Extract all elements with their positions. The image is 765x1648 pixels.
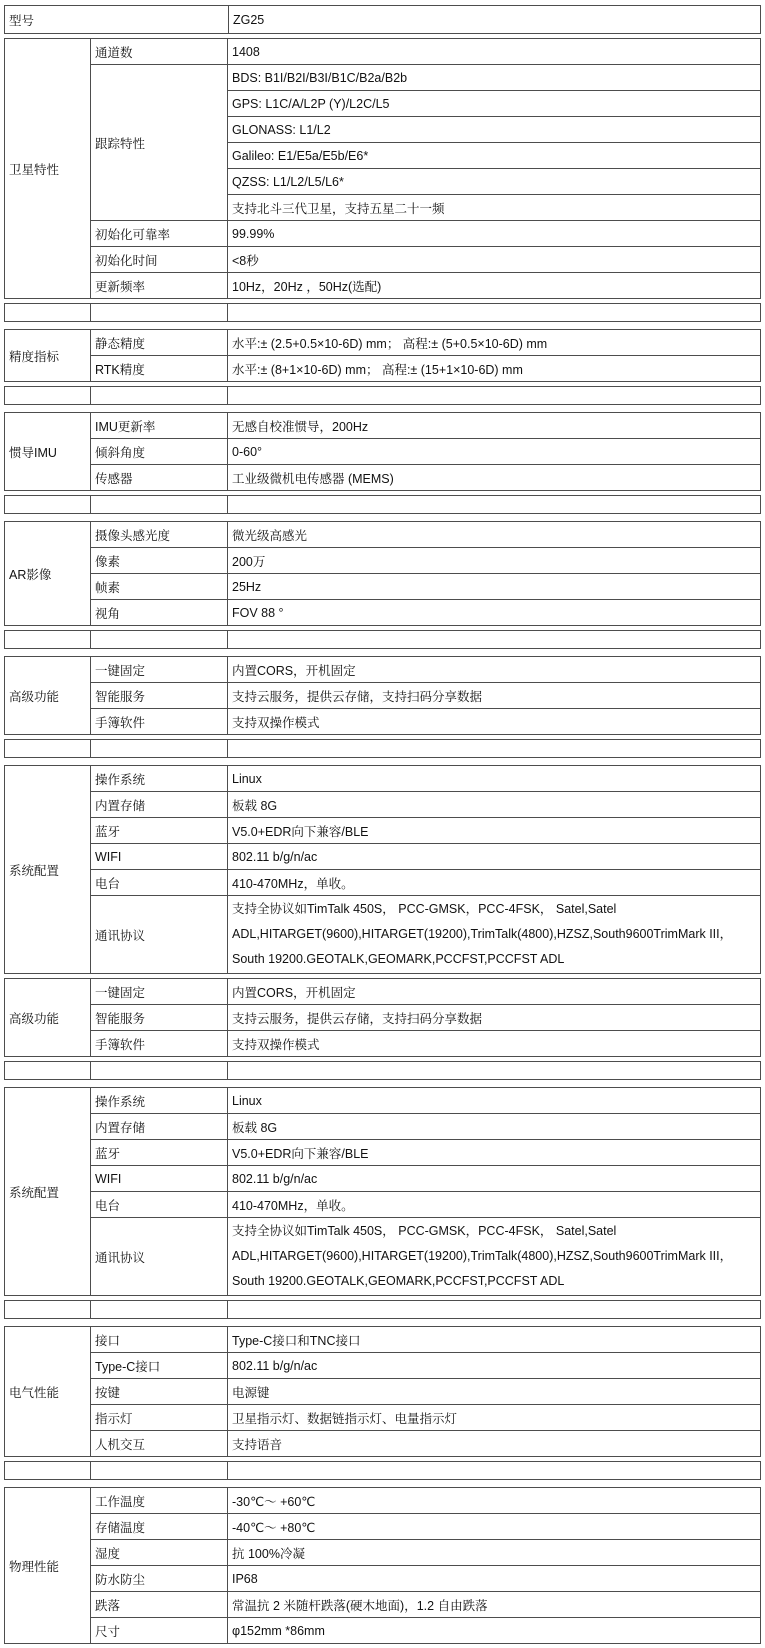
spec-value: 水平:± (2.5+0.5×10-6D) mm； 高程:± (5+0.5×10-6D) mm	[228, 330, 761, 356]
spec-label: 内置存储	[91, 1114, 228, 1140]
empty-cell	[5, 304, 91, 322]
empty-cell	[228, 631, 761, 649]
spacer-row	[5, 631, 761, 649]
table-row	[5, 1592, 761, 1618]
spec-label: 操作系统	[91, 766, 228, 792]
spec-label: 工作温度	[91, 1488, 228, 1514]
table-row	[5, 6, 761, 34]
category-cell: 电气性能	[5, 1327, 91, 1457]
category-cell: 高级功能	[5, 657, 91, 735]
table-row	[5, 844, 761, 870]
table-row	[5, 1140, 761, 1166]
empty-cell	[228, 740, 761, 758]
spec-label: 接口	[91, 1327, 228, 1353]
table-row	[5, 1618, 761, 1644]
spec-value: GPS: L1C/A/L2P (Y)/L2C/L5	[228, 91, 761, 117]
table-row	[5, 548, 761, 574]
spacer-table	[4, 1461, 761, 1480]
spec-value: BDS: B1I/B2I/B3I/B1C/B2a/B2b	[228, 65, 761, 91]
table-row	[5, 413, 761, 439]
table-row	[5, 870, 761, 896]
spec-value: 802.11 b/g/n/ac	[228, 844, 761, 870]
section-system-2	[4, 1087, 761, 1296]
spec-value: 10Hz，20Hz ，50Hz(选配)	[228, 273, 761, 299]
spec-value: 99.99%	[228, 221, 761, 247]
spec-value: FOV 88 °	[228, 600, 761, 626]
spec-value: 无感自校准惯导，200Hz	[228, 413, 761, 439]
spec-label: 跟踪特性	[91, 65, 228, 221]
section-physical	[4, 1487, 761, 1644]
empty-cell	[91, 304, 228, 322]
spec-label: 智能服务	[91, 1005, 228, 1031]
table-row	[5, 439, 761, 465]
spec-label: 初始化时间	[91, 247, 228, 273]
spacer-table	[4, 1300, 761, 1319]
spec-label: 通讯协议	[91, 1218, 228, 1296]
spec-value: -30℃～ +60℃	[228, 1488, 761, 1514]
empty-cell	[91, 631, 228, 649]
spec-value: 1408	[228, 39, 761, 65]
spec-value: φ152mm *86mm	[228, 1618, 761, 1644]
spec-label: 视角	[91, 600, 228, 626]
empty-cell	[91, 496, 228, 514]
category-cell: 精度指标	[5, 330, 91, 382]
spec-value: 410-470MHz，单收。	[228, 870, 761, 896]
spacer-row	[5, 387, 761, 405]
spec-value: 200万	[228, 548, 761, 574]
table-row	[5, 273, 761, 299]
spec-label: 倾斜角度	[91, 439, 228, 465]
empty-cell	[91, 1462, 228, 1480]
table-row	[5, 1514, 761, 1540]
spec-label: 防水防尘	[91, 1566, 228, 1592]
spec-label: 指示灯	[91, 1405, 228, 1431]
table-row	[5, 465, 761, 491]
empty-cell	[5, 631, 91, 649]
spec-value: QZSS: L1/L2/L5/L6*	[228, 169, 761, 195]
spec-value: 410-470MHz，单收。	[228, 1192, 761, 1218]
table-row	[5, 1327, 761, 1353]
table-row	[5, 65, 761, 91]
spec-value: 支持双操作模式	[228, 709, 761, 735]
spec-label: 操作系统	[91, 1088, 228, 1114]
spec-value: 电源键	[228, 1379, 761, 1405]
spacer-table	[4, 630, 761, 649]
spec-label: 蓝牙	[91, 818, 228, 844]
table-row	[5, 39, 761, 65]
spec-value: 抗 100%冷凝	[228, 1540, 761, 1566]
spec-value: 支持北斗三代卫星，支持五星二十一频	[228, 195, 761, 221]
spec-label: 手簿软件	[91, 1031, 228, 1057]
section-electrical	[4, 1326, 761, 1457]
spec-value: Galileo: E1/E5a/E5b/E6*	[228, 143, 761, 169]
spacer-row	[5, 496, 761, 514]
spec-label: 通讯协议	[91, 896, 228, 974]
table-row	[5, 709, 761, 735]
spec-value: GLONASS: L1/L2	[228, 117, 761, 143]
spec-value: 支持全协议如TimTalk 450S， PCC-GMSK，PCC-4FSK， Satel,Satel ADL,HITARGET(9600),HITARGET(19200),TrimTalk(4800),HZSZ,South9600TrimMark III，South 19200.GEOTALK,GEOMARK,PCCFST,PCCFST ADL	[228, 896, 761, 974]
table-row	[5, 1218, 761, 1296]
spec-value: 802.11 b/g/n/ac	[228, 1353, 761, 1379]
category-cell: 物理性能	[5, 1488, 91, 1644]
table-row	[5, 574, 761, 600]
empty-cell	[228, 496, 761, 514]
spec-value: Linux	[228, 1088, 761, 1114]
empty-cell	[91, 1301, 228, 1319]
spec-label: 湿度	[91, 1540, 228, 1566]
spec-value: 802.11 b/g/n/ac	[228, 1166, 761, 1192]
empty-cell	[5, 1462, 91, 1480]
model-value: ZG25	[229, 6, 761, 34]
spec-value: 微光级高感光	[228, 522, 761, 548]
spec-label: 通道数	[91, 39, 228, 65]
empty-cell	[5, 387, 91, 405]
spec-label: 手簿软件	[91, 709, 228, 735]
table-row	[5, 1114, 761, 1140]
category-cell: AR影像	[5, 522, 91, 626]
spec-label: 跌落	[91, 1592, 228, 1618]
table-row	[5, 1088, 761, 1114]
empty-cell	[228, 304, 761, 322]
empty-cell	[91, 740, 228, 758]
table-row	[5, 221, 761, 247]
spec-value: 支持全协议如TimTalk 450S， PCC-GMSK，PCC-4FSK， Satel,Satel ADL,HITARGET(9600),HITARGET(19200),TrimTalk(4800),HZSZ,South9600TrimMark III，South 19200.GEOTALK,GEOMARK,PCCFST,PCCFST ADL	[228, 1218, 761, 1296]
spec-value: 板载 8G	[228, 792, 761, 818]
spec-value: 卫星指示灯、数据链指示灯、电量指示灯	[228, 1405, 761, 1431]
table-row	[5, 1566, 761, 1592]
spec-value: Type-C接口和TNC接口	[228, 1327, 761, 1353]
spec-label: RTK精度	[91, 356, 228, 382]
spec-label: 内置存储	[91, 792, 228, 818]
spec-value: IP68	[228, 1566, 761, 1592]
table-row	[5, 1379, 761, 1405]
table-row	[5, 1031, 761, 1057]
empty-cell	[228, 1062, 761, 1080]
spec-value: -40℃～ +80℃	[228, 1514, 761, 1540]
table-row	[5, 683, 761, 709]
table-row	[5, 522, 761, 548]
spec-value: 0-60°	[228, 439, 761, 465]
spacer-table	[4, 739, 761, 758]
table-row	[5, 979, 761, 1005]
spec-label: 蓝牙	[91, 1140, 228, 1166]
empty-cell	[228, 387, 761, 405]
empty-cell	[228, 1462, 761, 1480]
spacer-table	[4, 1061, 761, 1080]
spec-value: 常温抗 2 米随杆跌落(硬木地面)，1.2 自由跌落	[228, 1592, 761, 1618]
table-row	[5, 1540, 761, 1566]
spec-value: 工业级微机电传感器 (MEMS)	[228, 465, 761, 491]
table-row	[5, 1488, 761, 1514]
empty-cell	[91, 1062, 228, 1080]
spec-value: <8秒	[228, 247, 761, 273]
spec-label: 更新频率	[91, 273, 228, 299]
spacer-table	[4, 495, 761, 514]
table-row	[5, 657, 761, 683]
spec-value: 板载 8G	[228, 1114, 761, 1140]
model-label: 型号	[5, 6, 229, 34]
spec-label: 存储温度	[91, 1514, 228, 1540]
empty-cell	[228, 1301, 761, 1319]
spec-label: WIFI	[91, 844, 228, 870]
spec-label: Type-C接口	[91, 1353, 228, 1379]
spec-value: Linux	[228, 766, 761, 792]
empty-cell	[5, 496, 91, 514]
empty-cell	[5, 1301, 91, 1319]
spacer-row	[5, 304, 761, 322]
spacer-row	[5, 1462, 761, 1480]
spec-value: 内置CORS，开机固定	[228, 657, 761, 683]
spec-label: 一键固定	[91, 979, 228, 1005]
spec-label: IMU更新率	[91, 413, 228, 439]
table-row	[5, 247, 761, 273]
spec-label: 传感器	[91, 465, 228, 491]
table-row	[5, 1005, 761, 1031]
section-ar	[4, 521, 761, 626]
table-row	[5, 1353, 761, 1379]
category-cell: 系统配置	[5, 1088, 91, 1296]
section-imu	[4, 412, 761, 491]
table-row	[5, 818, 761, 844]
table-row	[5, 766, 761, 792]
spacer-table	[4, 386, 761, 405]
section-satellite	[4, 38, 761, 299]
empty-cell	[5, 740, 91, 758]
section-advanced-1	[4, 656, 761, 735]
empty-cell	[91, 387, 228, 405]
spacer-row	[5, 1062, 761, 1080]
table-row	[5, 1192, 761, 1218]
spacer-row	[5, 1301, 761, 1319]
spacer-table	[4, 303, 761, 322]
spec-value: V5.0+EDR向下兼容/BLE	[228, 1140, 761, 1166]
table-row	[5, 896, 761, 974]
section-advanced-2	[4, 978, 761, 1057]
spec-label: 初始化可靠率	[91, 221, 228, 247]
spec-value: 水平:± (8+1×10-6D) mm； 高程:± (15+1×10-6D) mm	[228, 356, 761, 382]
spec-label: 一键固定	[91, 657, 228, 683]
spec-label: 电台	[91, 1192, 228, 1218]
spec-label: 人机交互	[91, 1431, 228, 1457]
spec-value: 25Hz	[228, 574, 761, 600]
spec-label: 静态精度	[91, 330, 228, 356]
table-row	[5, 330, 761, 356]
category-cell: 卫星特性	[5, 39, 91, 299]
empty-cell	[5, 1062, 91, 1080]
table-row	[5, 1431, 761, 1457]
table-row	[5, 356, 761, 382]
spec-label: 像素	[91, 548, 228, 574]
spacer-row	[5, 740, 761, 758]
spec-label: 智能服务	[91, 683, 228, 709]
model-table	[4, 5, 761, 34]
spec-label: 电台	[91, 870, 228, 896]
table-row	[5, 792, 761, 818]
spec-value: 支持语音	[228, 1431, 761, 1457]
category-cell: 系统配置	[5, 766, 91, 974]
spec-value: 支持双操作模式	[228, 1031, 761, 1057]
spec-value: V5.0+EDR向下兼容/BLE	[228, 818, 761, 844]
section-accuracy	[4, 329, 761, 382]
table-row	[5, 600, 761, 626]
spec-label: 按键	[91, 1379, 228, 1405]
spec-label: 尺寸	[91, 1618, 228, 1644]
spec-value: 内置CORS，开机固定	[228, 979, 761, 1005]
spec-value: 支持云服务，提供云存储，支持扫码分享数据	[228, 683, 761, 709]
spec-label: WIFI	[91, 1166, 228, 1192]
category-cell: 惯导IMU	[5, 413, 91, 491]
section-system-1	[4, 765, 761, 974]
spec-label: 帧素	[91, 574, 228, 600]
table-row	[5, 1166, 761, 1192]
spec-label: 摄像头感光度	[91, 522, 228, 548]
table-row	[5, 1405, 761, 1431]
category-cell: 高级功能	[5, 979, 91, 1057]
spec-value: 支持云服务，提供云存储，支持扫码分享数据	[228, 1005, 761, 1031]
